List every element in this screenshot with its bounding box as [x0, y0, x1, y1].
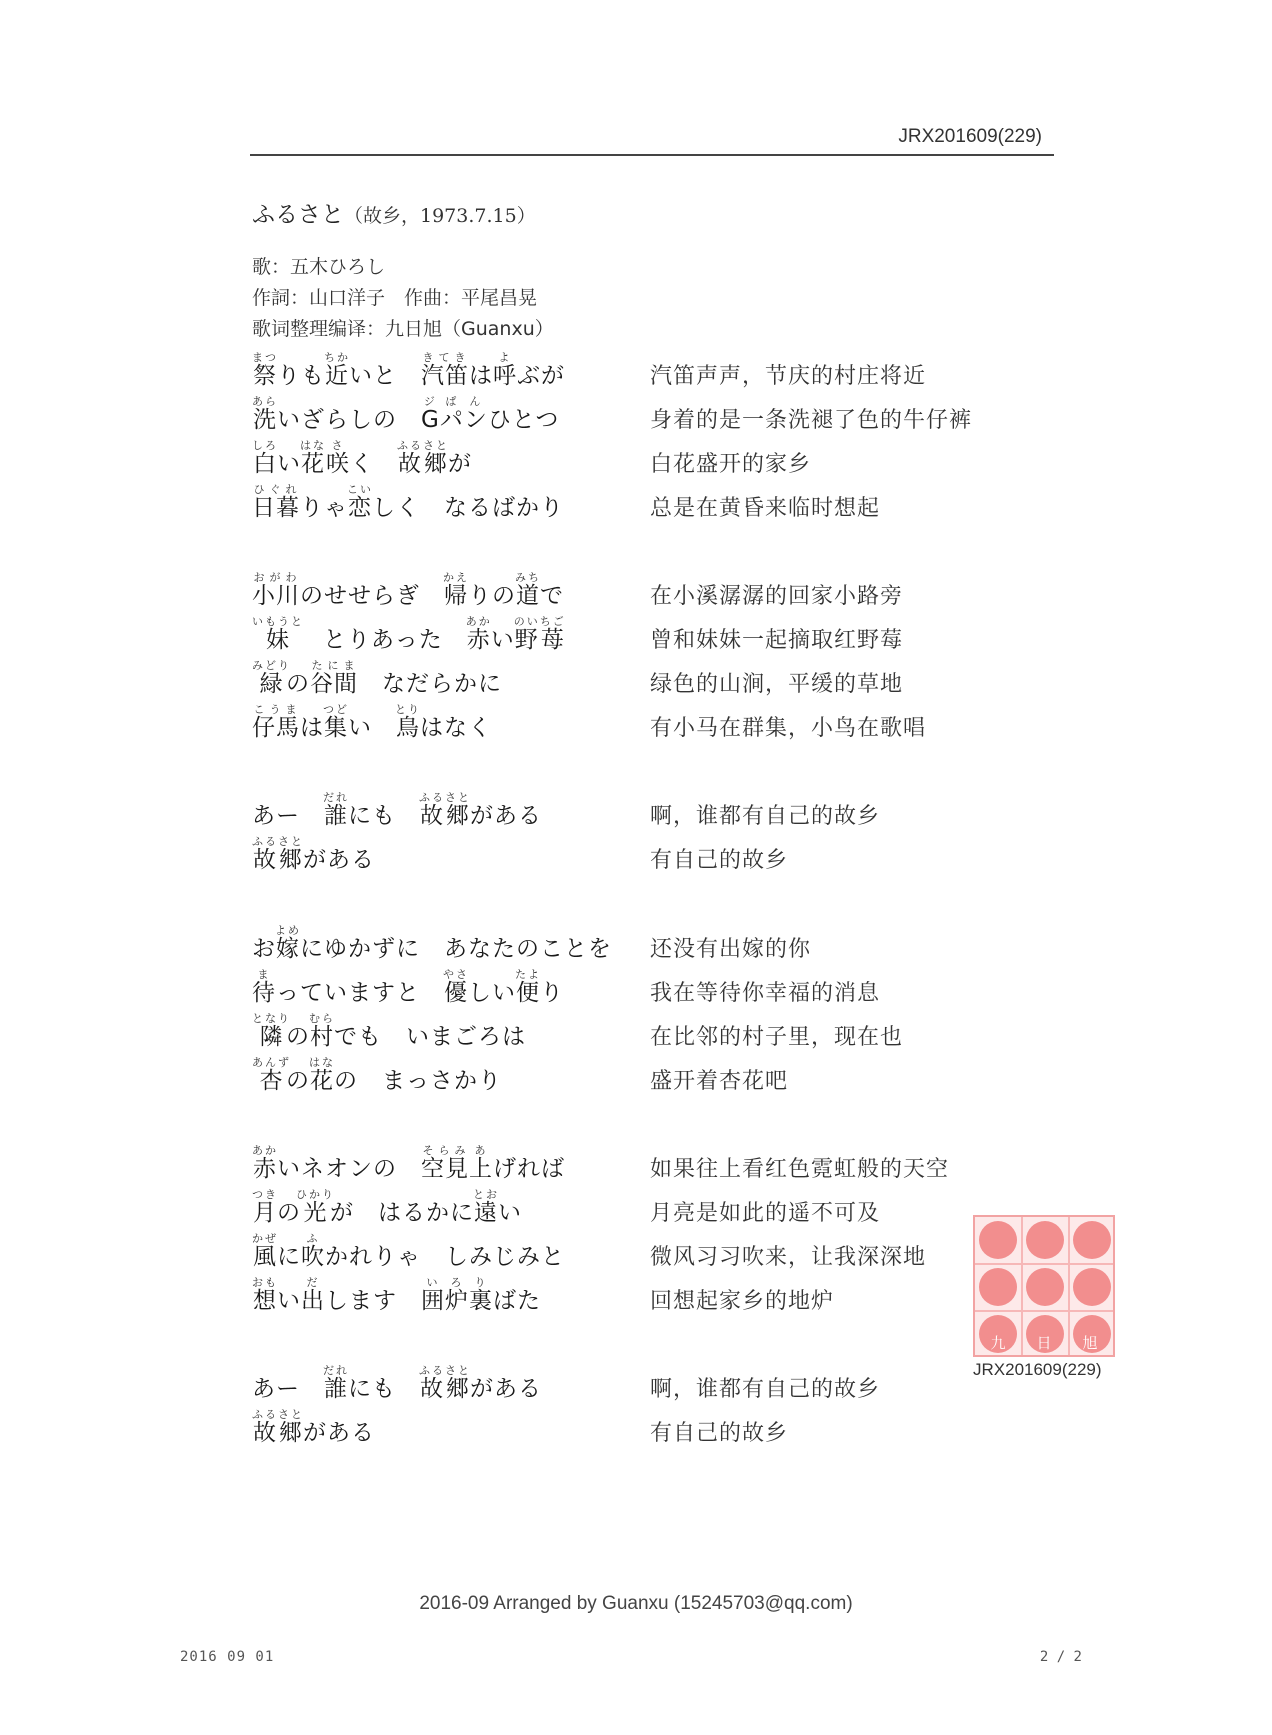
japanese-lyric: 月つきの光ひかりが はるかに遠とおい	[252, 1188, 522, 1226]
lyric-line	[252, 440, 1072, 484]
stamp-char: 旭	[1082, 1334, 1098, 1352]
japanese-lyric: 風かぜに吹ふかれりゃ しみじみと	[252, 1232, 565, 1270]
japanese-lyric: お嫁よめにゆかずに あなたのことを	[252, 924, 612, 962]
japanese-lyric: 故郷ふるさとがある	[252, 835, 375, 873]
lyric-line	[252, 396, 1072, 440]
chinese-translation: 曾和妹妹一起摘取红野莓	[650, 628, 904, 653]
stamp-char: 日	[1036, 1334, 1052, 1352]
verse	[252, 352, 1072, 528]
verse	[252, 572, 1072, 748]
japanese-lyric: 緑みどりの谷間たにま なだらかに	[252, 659, 502, 697]
lyric-line	[252, 1013, 1072, 1057]
song-subtitle: （故乡，1973.7.15）	[344, 205, 536, 227]
stamp-code: JRX201609(229)	[973, 1360, 1102, 1379]
lyric-line	[252, 925, 1072, 969]
chinese-translation: 微风习习吹来，让我深深地	[650, 1245, 927, 1270]
verse	[252, 925, 1072, 1101]
japanese-lyric: あー 誰だれにも 故郷ふるさとがある	[252, 1364, 542, 1402]
lyric-line	[252, 1409, 1072, 1453]
japanese-lyric: 隣となりの村むらでも いまごろは	[252, 1012, 526, 1050]
chinese-translation: 绿色的山涧，平缓的草地	[650, 672, 904, 697]
document-code: JRX201609(229)	[898, 126, 1042, 147]
japanese-lyric: 日暮ひぐれりゃ恋こいしく なるばかり	[252, 483, 564, 521]
stamp-char: 九	[990, 1334, 1006, 1352]
chinese-translation: 还没有出嫁的你	[650, 937, 812, 962]
lyric-line	[252, 836, 1072, 880]
print-date: 2016 09 01	[180, 1649, 275, 1665]
lyric-line	[252, 969, 1072, 1013]
chinese-translation: 有自己的故乡	[650, 1421, 789, 1446]
lyric-line	[252, 484, 1072, 528]
lyric-line	[252, 1057, 1072, 1101]
lyric-line	[252, 352, 1072, 396]
song-title: ふるさと	[252, 202, 344, 228]
lyric-line	[252, 704, 1072, 748]
lyric-line	[252, 1145, 1072, 1189]
verse	[252, 792, 1072, 880]
chinese-translation: 汽笛声声，节庆的村庄将近	[650, 364, 927, 389]
lyric-line	[252, 572, 1072, 616]
footer-credit: 2016-09 Arranged by Guanxu (15245703@qq.com)	[419, 1593, 853, 1614]
japanese-lyric: 杏あんずの花はなの まっさかり	[252, 1056, 502, 1094]
chinese-translation: 白花盛开的家乡	[650, 452, 812, 477]
chinese-translation: 在比邻的村子里，现在也	[650, 1025, 904, 1050]
chinese-translation: 身着的是一条洗褪了色的牛仔裤	[650, 408, 973, 433]
arranger-line: 歌词整理编译：九日旭（Guanxu）	[252, 318, 554, 340]
lyric-line	[252, 660, 1072, 704]
lyric-line	[252, 1365, 1072, 1409]
chinese-translation: 在小溪潺潺的回家小路旁	[650, 584, 904, 609]
verse	[252, 1365, 1072, 1453]
japanese-lyric: 赤あかいネオンの 空見そらみ上あげれば	[252, 1144, 565, 1182]
japanese-lyric: 妹いもうと とりあった 赤あかい野苺のいちご	[252, 615, 566, 653]
song-title-block	[252, 196, 536, 229]
chinese-translation: 盛开着杏花吧	[650, 1069, 789, 1094]
chinese-translation: 总是在黄昏来临时想起	[650, 496, 881, 521]
lyric-line	[252, 616, 1072, 660]
chinese-translation: 有自己的故乡	[650, 848, 789, 873]
japanese-lyric: 洗あらいざらしの Gジパンぱんひとつ	[252, 395, 560, 433]
lyric-line	[252, 792, 1072, 836]
chinese-translation: 我在等待你幸福的消息	[650, 981, 881, 1006]
header-rule	[250, 154, 1054, 156]
chinese-translation: 如果往上看红色霓虹般的天空	[650, 1157, 950, 1182]
japanese-lyric: 故郷ふるさとがある	[252, 1408, 375, 1446]
lyric-line	[252, 1233, 1072, 1277]
credits-line: 作詞：山口洋子 作曲：平尾昌晃	[252, 287, 538, 309]
japanese-lyric: 小川おがわのせせらぎ 帰かえりの道みちで	[252, 571, 564, 609]
chinese-translation: 啊，谁都有自己的故乡	[650, 804, 881, 829]
japanese-lyric: あー 誰だれにも 故郷ふるさとがある	[252, 791, 542, 829]
chinese-translation: 啊，谁都有自己的故乡	[650, 1377, 881, 1402]
chinese-translation: 月亮是如此的遥不可及	[650, 1201, 881, 1226]
verse	[252, 1145, 1072, 1321]
chinese-translation: 有小马在群集，小鸟在歌唱	[650, 716, 927, 741]
japanese-lyric: 仔馬こうまは集つどい 鳥とりはなく	[252, 703, 492, 741]
lyric-line	[252, 1189, 1072, 1233]
chinese-translation: 回想起家乡的地炉	[650, 1289, 835, 1314]
page-number: 2 / 2	[1039, 1649, 1082, 1665]
japanese-lyric: 想おもい出だします 囲炉裏いろりばた	[252, 1276, 541, 1314]
japanese-lyric: 待まっていますと 優やさしい便たより	[252, 968, 564, 1006]
seal-stamp	[973, 1215, 1115, 1357]
singer-line: 歌：五木ひろし	[252, 256, 386, 278]
japanese-lyric: 白しろい花はな咲さく 故郷ふるさとが	[252, 439, 472, 477]
japanese-lyric: 祭まつりも近ちかいと 汽笛きてきは呼よぶが	[252, 351, 565, 389]
lyric-line	[252, 1277, 1072, 1321]
